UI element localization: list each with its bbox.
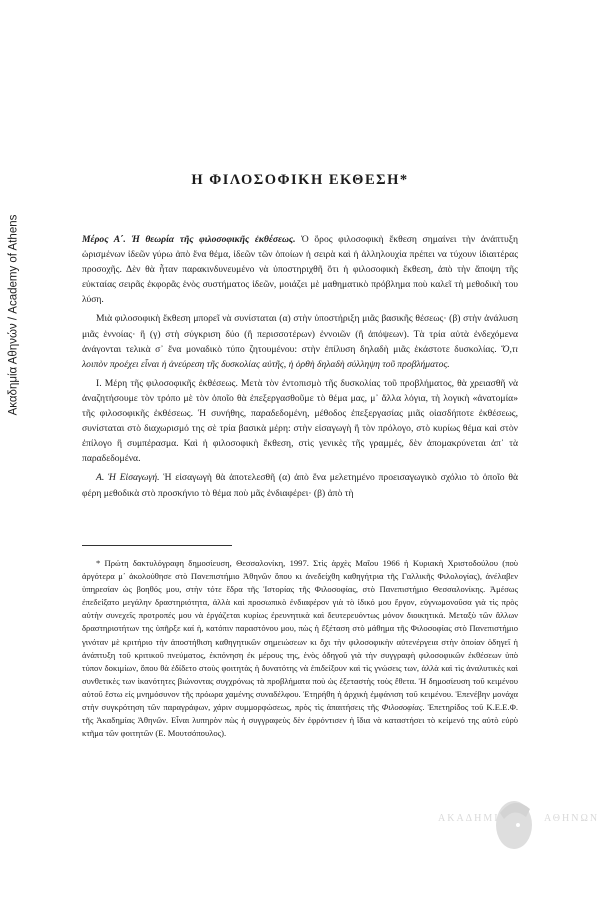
paragraph-3 [82,376,518,467]
footnote-text-a: * Πρώτη δακτυλόγραφη δημοσίευση, Θεσσαλονίκη, 1997. Στὶς ἀρχὲς Μαΐου 1966 ἡ Κυριακὴ Χριστοδούλου (ποὺ ἀργότερα μ᾿ ἀκολούθησε στὸ Πανεπιστήμιο Ἀθηνῶν ὅπου κι ἀνεδείχθη καθηγήτρια τῆς Γαλλικῆς Φιλολογίας), ἀνέλαβεν ὑπηρεσίαν ὡς βοηθός μου, στὴν τότε ἕδρα τῆς Ἱστορίας τῆς Φιλοσοφίας, στὸ Πανεπιστήμιο Θεσσαλονίκης. Ἀμέσως ἐπεδείξατο μεγάλην δραστηριότητα, ἀλλὰ καὶ προσωπικὸ ἐνδιαφέρον γιὰ τὸ ἰδικό μου ἔργον, εὐγνωμονοῦσα γιὰ τὶς πρὸς αὐτὴν συνεχεῖς προτροπές μου νὰ ἐργάζεται κυρίως ἐρευνητικὰ καὶ δευτερευόντως μόνον διοικητικά. Μεταξὺ τῶν ἄλλων δραστηριοτήτων της ὑπῆρξε καί ἡ, κατόπιν παραστόνου μου, πὼς ἡ ἔξέταση στὸ μάθημα τῆς Φιλοσοφίας στὸ Πανεπιστήμιο γινόταν μὲ κριτήριο τὴν ἀποστήθιση καθηγητικῶν σημειώσεων κι ὄχι τὴν φιλοσοφικὴν αὐτενέργεια στὴν ὁποίαν ὁδηγεῖ ἡ ἀνάπτυξη τοῦ κριτικοῦ πνεύματος, ἐκπόνηση ἐκ μέρους της, ἑνὸς ὁδηγοῦ γιὰ τὴν συγγραφὴ φιλοσοφικῶν ἐκθέσεων ὑπὸ τύπον δοκιμίων, ὅπου θὰ ἐδίδετο στοὺς φοιτητὰς ἡ δυνατότης νὰ ἐπιδείξουν καὶ τὶς γνώσεις των, ἀλλὰ καὶ τὶς ἀναλυτικὲς καὶ συνθετικὲς των ἱκανότητες βιώνοντας συγχρόνως τὰ προβλήματα ποὺ ὡς ἐξεταστὴς τοὺς ἔθετα. Ἡ δημοσίευση τοῦ κειμένου αὐτοῦ ἔστω εἰς μνημόσυνον τῆς πρόωρα χαμένης συναδέλφου. Ἐτηρήθη ἡ ἀρχικὴ ἐμφάνιση τοῦ κειμένου. Ἐπενέβην μονάχα στὴν συγκρότηση τῶν παραγράφων, χάριν συμμορφώσεως, πρὸς τὶς ἀπαιτήσεις τῆς [82,558,518,713]
paragraph-2-text: Μιὰ φιλοσοφικὴ ἔκθεση μπορεῖ νὰ συνίσταται (α) στὴν ὑποστήριξη μιᾶς βασικῆς θέσεως· (β) στὴν ἀνάλυση μιᾶς ἐννοίας· ἢ (γ) στὴ σύγκριση δύο (ἢ περισσοτέρων) ἐννοιῶν (ἢ ἀπόψεων). Τὰ τρία αὐτὰ ἐνδεχόμενα ἀνάγονται τελικὰ σ᾿ ἕνα μοναδικὸ τύπο ζητουμένου: στὴν ἐπίλυση δηλαδὴ μιᾶς ἑκάστοτε δυσκολίας. [82,313,518,355]
paragraph-1-text: Ὁ ὅρος φιλοσοφικὴ ἔκθεση σημαίνει τὴν ἀνάπτυξη ὡρισμένων ἰδεῶν γύρω ἀπὸ ἕνα θέμα, ἰδεῶν τῶν ὁποίων ἡ σειρὰ καὶ ἡ ἀλληλουχία πρέπει να τύχουν ἰδιαιτέρας προσοχῆς. Δὲν θὰ ἦταν παρακινδυνευμένο νὰ ὑποστηριχθῆ ὅτι ἡ φιλοσοφικὴ ἔκθεση, ἀπὸ τὴν ἄποψη τῆς εὐκταίας σειρᾶς ἐκφορᾶς ἑνὸς συστήματος ἰδεῶν, μοιάζει μὲ μαθηματικὸ πρόβλημα ποὺ καλεῖ τὴ μεθοδικὴ του λύση. [82,234,518,306]
watermark-left-text: ΑΚΑΔΗΜΙΑ [438,813,509,824]
section-heading-part-a: Μέρος Α΄. Ἡ θεωρία τῆς φιλοσοφικῆς ἐκθέσεως. [82,234,296,245]
footnote-paragraph [82,557,518,740]
watermark-right-text: ΑΘΗΝΩΝ [544,813,600,824]
paragraph-2-italic: Ὅ,τι λοιπὸν προέχει εἶναι ἡ ἀνεύρεση τῆς δυσκολίας αὐτῆς, ἡ ὀρθὴ δηλαδὴ σύλληψη τοῦ προβλήματος. [82,343,518,370]
footnote-divider [82,545,232,546]
paragraph-3-text: I. Μέρη τῆς φιλοσοφικῆς ἐκθέσεως. Μετὰ τὸν ἐντοπισμὸ τῆς δυσκολίας τοῦ προβλήματος, θὰ χρειασθῆ νὰ ἀναζητήσουμε τὸν τρόπο μὲ τὸν ὁποῖο θὰ ἐπεξεργασθοῦμε τὸ θέμα μας, μ᾿ ἄλλα λόγια, τὴ λογικὴ «ἀνατομία» τῆς φιλοσοφικῆς ἐκθέσεως. Ἡ συνήθης, παραδεδομένη, μέθοδος ἐπεξεργασίας μιᾶς οἱασδήποτε ἐκθέσεως, συνίσταται στὸ διαχωρισμό της σὲ τρία βασικὰ μέρη: στὴν εἰσαγωγὴ ἢ τὸν πρόλογο, στὸ κυρίως θέμα καὶ στὸν ἐπίλογο ἢ συμπέρασμα. Καὶ ἡ φιλοσοφικὴ ἔκθεση, στὶς γενικὲς τῆς γραμμές, δὲν ἀπομακρύνεται ἀπ᾿ τὰ παραδεδομένα. [82,377,518,465]
body-text [82,232,518,505]
footnote [82,557,518,740]
paragraph-4-text: Ἡ εἰσαγωγὴ θὰ ἀποτελεσθῆ (α) ἀπὸ ἕνα μελετημένο προεισαγωγικὸ σχόλιο τὸ ὁποῖο θὰ φέρη μεθοδικὰ στὸ προσκήνιο τὸ θέμα ποὺ μᾶς ἐνδιαφέρει· (β) ἀπὸ τὴ [82,472,518,499]
paragraph-4 [82,470,518,500]
paragraph-1 [82,232,518,307]
athena-head-icon [492,795,536,853]
archive-side-label [2,150,24,480]
footnote-italic: Φιλοσοφίας [381,702,423,713]
footnote-text-b: . Ἐπετηρίδος τοῦ Κ.Ε.Ε.Φ. τῆς Ἀκαδημίας Ἀθηνῶν. Εἶναι λυπηρὸν πὼς ἡ συγγραφεὺς δὲν ἐφρόντισεν ἡ ἴδια νὰ καταστήσει τὸ κείμενό της αὐτὸ εὐρὺ κτῆμα τῶν φοιτητῶν (Ε. Μουτσόπουλος). [82,702,519,739]
page-title: Η ΦΙΛΟΣΟΦΙΚΗ ΕΚΘΕΣΗ* [191,172,409,188]
subsection-heading-introduction: Α. Ἡ Εἰσαγωγή. [96,472,160,484]
side-label-text: Ακαδημία Αθηνών / Academy of Athens [7,214,20,416]
paragraph-2 [82,311,518,371]
academy-watermark [430,795,600,855]
